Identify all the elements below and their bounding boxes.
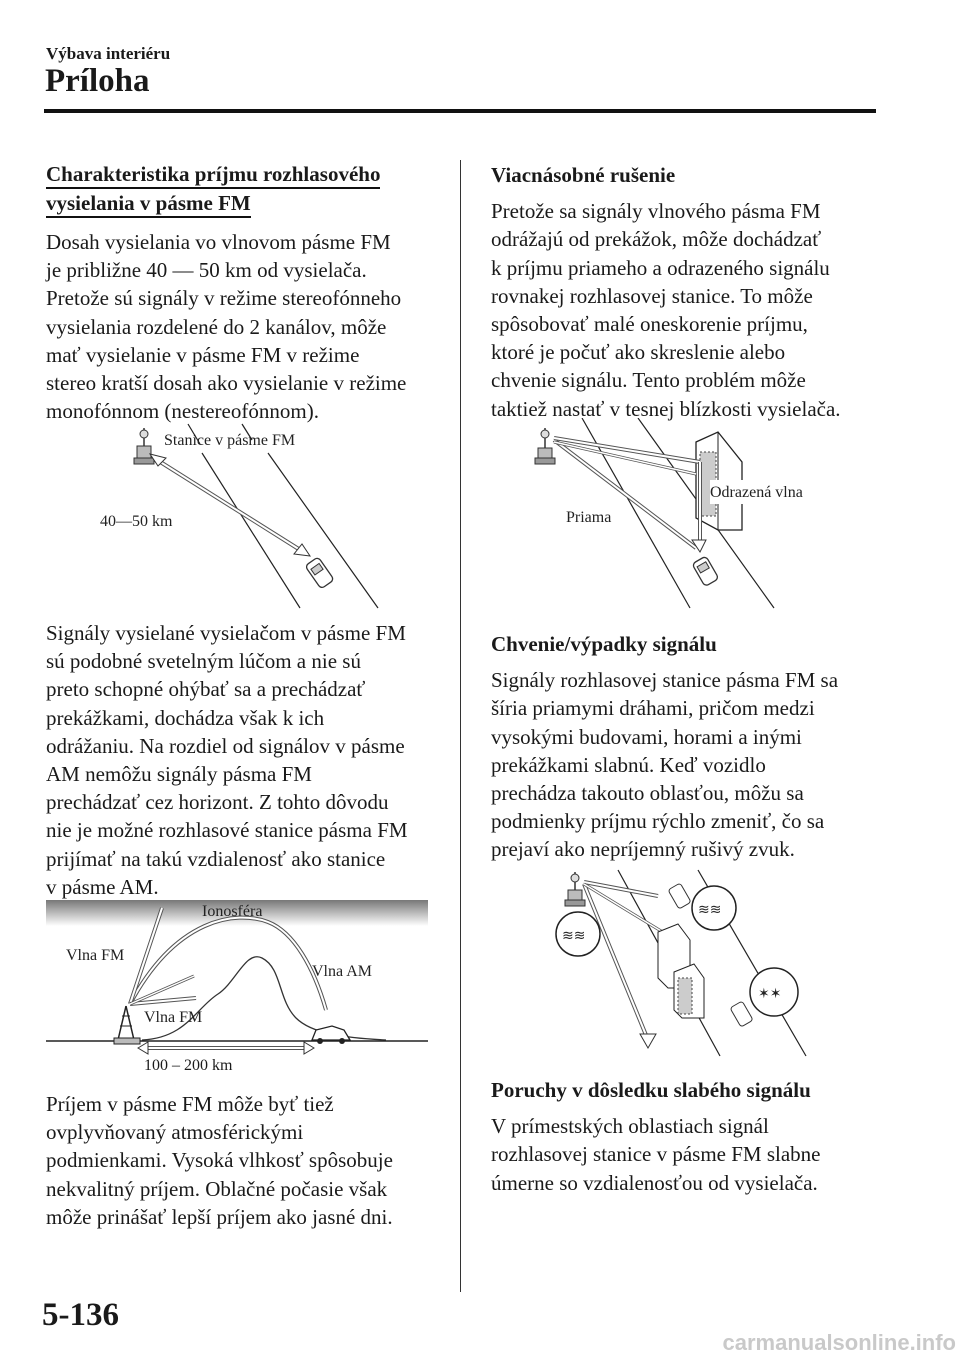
fm-wave-top-label: Vlna FM (66, 947, 125, 964)
text-line: rovnakej rozhlasovej stanice. To môže (491, 283, 813, 308)
text-line: podmienkami. Vysoká vlhkosť spôsobuje (46, 1148, 393, 1173)
text-line: prechádzať cez horizont. Z tohto dôvodu (46, 790, 389, 815)
text-line: vysielania rozdelené do 2 kanálov, môže (46, 314, 387, 339)
station-label: Stanice v pásme FM (164, 432, 296, 449)
text-line: Dosah vysielania vo vlnovom pásme FM (46, 230, 391, 254)
text-line: prijímať na takú vzdialenosť ako stanice (46, 846, 386, 871)
text-line: Pretože sú signály v režime stereofónneho (46, 286, 402, 311)
text-line: Signály rozhlasovej stanice pásma FM sa (491, 668, 839, 693)
text-line: vysokými budovami, horami a inými (491, 724, 802, 749)
car-icon (692, 556, 719, 587)
direct-label: Priama (566, 509, 612, 526)
text-line: prekážkami, dochádza však k ich (46, 705, 325, 730)
ionosphere-label: Ionosféra (202, 903, 263, 920)
heading-fading: Chvenie/výpadky signálu (491, 632, 717, 656)
text-line: prejaví ako nepríjemný rušivý zvuk. (491, 837, 795, 862)
text-line: je približne 40 ― 50 km od vysielača. (46, 258, 367, 283)
text-line: preto schopné ohýbať sa a prechádzať (46, 677, 366, 702)
car-icon (668, 883, 691, 909)
paragraph-range (46, 228, 456, 425)
text-line: ovplyvňovaný atmosférickými (46, 1120, 304, 1145)
text-line: odrážajú od prekážok, môže dochádzať (491, 227, 822, 252)
tower-icon (114, 1006, 140, 1044)
text-line: AM nemôžu signály pásma FM (46, 762, 312, 787)
header-rule (44, 109, 876, 113)
text-line: ktoré je počuť ako skreslenie alebo (491, 340, 786, 365)
right-fading (491, 630, 881, 864)
text-line: šíria priamymi dráhami, pričom medzi (491, 696, 815, 721)
fm-wave-bottom-label: Vlna FM (144, 1009, 203, 1026)
right-weak-signal (491, 1076, 881, 1197)
paragraph-atmosphere (46, 1090, 456, 1231)
paragraph-fm-light (46, 619, 456, 901)
text-line: stereo kratší dosah ako vysielanie v režime (46, 371, 407, 396)
text-line: prechádza takouto oblasťou, môžu sa (491, 781, 804, 806)
heading-fm-characteristics (46, 160, 446, 218)
watermark: carmanualsonline.info (722, 1330, 956, 1355)
svg-text:≋≋: ≋≋ (698, 903, 722, 918)
transmitter-icon (565, 872, 585, 906)
heading-line-1: Charakteristika príjmu rozhlasového (46, 162, 380, 189)
figure-multipath (520, 418, 860, 614)
text-line: chvenie signálu. Tento problém môže (491, 368, 806, 393)
text-line: rozhlasovej stanice v pásme FM slabne (491, 1142, 821, 1167)
text-line: mať vysielanie v pásme FM v režime (46, 342, 360, 367)
range-label: 100 – 200 km (144, 1057, 233, 1074)
text-line: odrážaniu. Na rozdiel od signálov v pásme (46, 733, 405, 758)
figure-fm-range (90, 418, 390, 613)
text-line: Pretože sa signály vlnového pásma FM (491, 199, 821, 224)
svg-text:≋≋: ≋≋ (562, 929, 586, 944)
section-label: Výbava interiéru (46, 44, 171, 63)
text-line: sú podobné svetelným lúčom a nie sú (46, 649, 361, 674)
text-line: podmienky príjmu rýchlo zmeniť, čo sa (491, 809, 825, 834)
column-divider (460, 160, 461, 1292)
distance-label: 40―50 km (100, 513, 173, 530)
text-line: nie je možné rozhlasové stanice pásma FM (46, 818, 408, 843)
text-line: nekvalitný príjem. Oblačné počasie však (46, 1176, 388, 1201)
left-heading (46, 160, 446, 218)
building-icon (658, 924, 704, 1018)
text-line: môže prinášať lepší príjem ako jasné dni. (46, 1204, 393, 1229)
figure-fading (548, 868, 814, 1060)
text-line: v pásme AM. (46, 874, 159, 899)
right-multipath (491, 161, 881, 423)
text-line: úmerne so vzdialenosťou od vysielača. (491, 1170, 818, 1195)
text-line: Signály vysielané vysielačom v pásme FM (46, 621, 406, 645)
svg-text:✶✶: ✶✶ (758, 987, 782, 1002)
page-title: Príloha (45, 63, 150, 99)
figure-ionosphere (46, 898, 430, 1060)
text-line: prekážkami slabnú. Keď vozidlo (491, 752, 766, 777)
text-line: monofónnom (nestereofónnom). (46, 399, 319, 424)
text-line: V prímestských oblastiach signál (491, 1114, 769, 1139)
heading-multipath: Viacnásobné rušenie (491, 163, 676, 187)
am-wave-label: Vlna AM (312, 963, 372, 980)
text-line: taktiež nastať v tesnej blízkosti vysielača. (491, 396, 841, 421)
car-icon (305, 557, 334, 589)
transmitter-icon (535, 428, 555, 464)
text-line: k príjmu priameho a odrazeného signálu (491, 255, 830, 280)
heading-line-2: vysielania v pásme FM (46, 191, 251, 218)
heading-weak-signal: Poruchy v dôsledku slabého signálu (491, 1078, 811, 1102)
transmitter-icon (134, 428, 154, 464)
car-icon (730, 1001, 753, 1027)
text-line: Príjem v pásme FM môže byť tiež (46, 1092, 334, 1116)
reflected-label: Odrazená vlna (710, 484, 803, 501)
page-number: 5-136 (42, 1297, 119, 1333)
text-line: spôsobovať malé oneskorenie príjmu, (491, 312, 808, 337)
